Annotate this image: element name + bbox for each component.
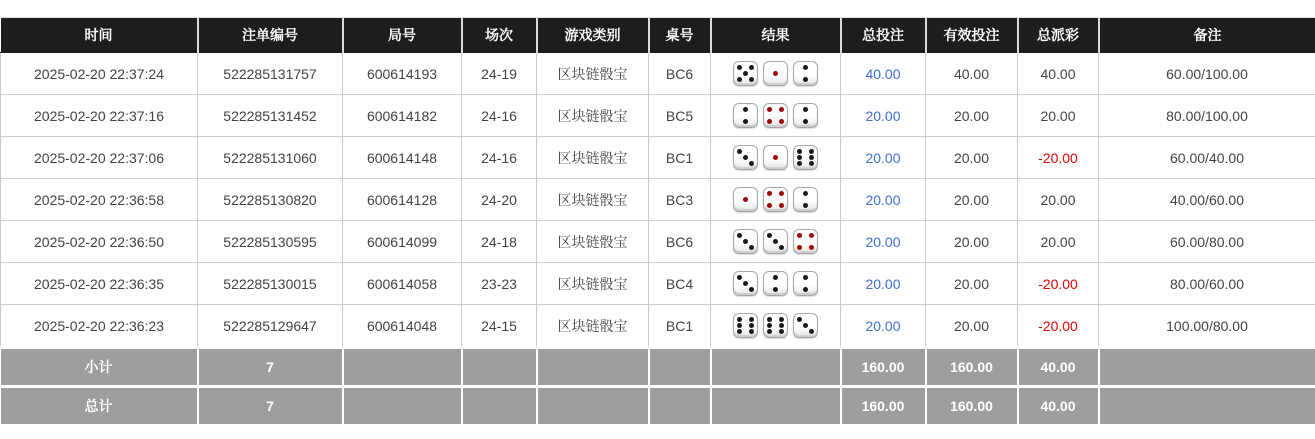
cell-total-payout: 40.00 — [1018, 53, 1099, 95]
die-4-icon — [763, 187, 788, 212]
cell-table-no: BC4 — [649, 263, 711, 305]
die-pip — [779, 329, 784, 334]
subtotal-empty-session — [462, 348, 537, 387]
cell-remark: 40.00/60.00 — [1099, 179, 1315, 221]
die-pip — [743, 119, 748, 124]
die-pip — [773, 71, 778, 76]
cell-time: 2025-02-20 22:36:58 — [1, 179, 198, 221]
subtotal-empty-round — [343, 348, 462, 387]
total-bet-link[interactable]: 20.00 — [865, 275, 901, 292]
cell-round: 600614128 — [343, 179, 462, 221]
cell-result — [711, 137, 841, 179]
die-pip — [737, 317, 742, 322]
col-header-game-type: 游戏类别 — [537, 18, 649, 53]
die-pip — [737, 275, 742, 280]
die-pip — [773, 155, 778, 160]
cell-game-type: 区块链骰宝 — [537, 179, 649, 221]
cell-remark: 80.00/60.00 — [1099, 263, 1315, 305]
die-3-icon — [733, 229, 758, 254]
cell-time: 2025-02-20 22:36:35 — [1, 263, 198, 305]
die-pip — [749, 323, 754, 328]
header-row — [1, 18, 1315, 53]
die-pip — [779, 107, 784, 112]
subtotal-empty-result — [711, 348, 841, 387]
col-header-time: 时间 — [1, 18, 198, 53]
cell-session: 24-18 — [462, 221, 537, 263]
die-pip — [809, 149, 814, 154]
cell-table-no: BC3 — [649, 179, 711, 221]
total-bet-link[interactable]: 20.00 — [865, 149, 901, 166]
col-header-total-bet: 总投注 — [841, 18, 926, 53]
die-pip — [749, 77, 754, 82]
col-header-result: 结果 — [711, 18, 841, 53]
total-empty-game-type — [537, 387, 649, 425]
cell-remark: 60.00/40.00 — [1099, 137, 1315, 179]
cell-round: 600614148 — [343, 137, 462, 179]
subtotal-row — [1, 348, 1315, 387]
die-pip — [803, 65, 808, 70]
cell-table-no: BC5 — [649, 95, 711, 137]
die-pip — [803, 287, 808, 292]
cell-time: 2025-02-20 22:36:50 — [1, 221, 198, 263]
col-header-total-payout: 总派彩 — [1018, 18, 1099, 53]
cell-time: 2025-02-20 22:37:06 — [1, 137, 198, 179]
die-pip — [767, 203, 772, 208]
total-empty-remark — [1099, 387, 1315, 425]
die-pip — [743, 107, 748, 112]
die-3-icon — [733, 271, 758, 296]
die-pip — [803, 191, 808, 196]
die-3-icon — [793, 313, 818, 338]
total-empty-table-no — [649, 387, 711, 425]
die-2-icon — [793, 61, 818, 86]
cell-session: 24-16 — [462, 137, 537, 179]
die-pip — [743, 197, 748, 202]
cell-bet-id: 522285130820 — [198, 179, 343, 221]
subtotal-label: 小计 — [1, 348, 198, 387]
total-bet-link[interactable]: 20.00 — [865, 233, 901, 250]
die-6-icon — [763, 313, 788, 338]
cell-valid-bet: 20.00 — [926, 305, 1018, 348]
cell-bet-id: 522285131452 — [198, 95, 343, 137]
dice-result-icons — [733, 103, 818, 128]
cell-session: 24-20 — [462, 179, 537, 221]
die-pip — [749, 245, 754, 250]
die-3-icon — [763, 229, 788, 254]
table-row — [1, 95, 1315, 137]
cell-total-payout: 20.00 — [1018, 221, 1099, 263]
die-pip — [773, 287, 778, 292]
cell-total-payout: -20.00 — [1018, 137, 1099, 179]
cell-bet-id: 522285130015 — [198, 263, 343, 305]
col-header-valid-bet: 有效投注 — [926, 18, 1018, 53]
total-total-bet: 160.00 — [841, 387, 926, 425]
cell-result — [711, 95, 841, 137]
col-header-round: 局号 — [343, 18, 462, 53]
cell-session: 24-16 — [462, 95, 537, 137]
die-pip — [737, 77, 742, 82]
die-pip — [773, 239, 778, 244]
total-empty-round — [343, 387, 462, 425]
die-2-icon — [793, 187, 818, 212]
cell-round: 600614099 — [343, 221, 462, 263]
die-pip — [803, 119, 808, 124]
die-pip — [779, 191, 784, 196]
cell-table-no: BC6 — [649, 221, 711, 263]
total-bet-link[interactable]: 40.00 — [865, 65, 901, 82]
die-5-icon — [733, 61, 758, 86]
cell-valid-bet: 20.00 — [926, 179, 1018, 221]
die-pip — [809, 329, 814, 334]
die-pip — [803, 107, 808, 112]
cell-game-type: 区块链骰宝 — [537, 263, 649, 305]
die-pip — [797, 161, 802, 166]
table-row — [1, 137, 1315, 179]
cell-result — [711, 263, 841, 305]
die-2-icon — [793, 271, 818, 296]
cell-session: 23-23 — [462, 263, 537, 305]
total-bet-link[interactable]: 20.00 — [865, 107, 901, 124]
subtotal-empty-game-type — [537, 348, 649, 387]
col-header-table-no: 桌号 — [649, 18, 711, 53]
bet-history-table — [0, 17, 1315, 424]
subtotal-valid-bet: 160.00 — [926, 348, 1018, 387]
die-pip — [767, 317, 772, 322]
die-pip — [803, 203, 808, 208]
die-pip — [749, 161, 754, 166]
die-pip — [797, 317, 802, 322]
dice-result-icons — [733, 61, 818, 86]
cell-table-no: BC1 — [649, 137, 711, 179]
cell-result — [711, 179, 841, 221]
subtotal-bet-count: 7 — [198, 348, 343, 387]
cell-game-type: 区块链骰宝 — [537, 95, 649, 137]
die-1-icon — [733, 187, 758, 212]
dice-result-icons — [733, 145, 818, 170]
cell-game-type: 区块链骰宝 — [537, 305, 649, 348]
die-2-icon — [793, 103, 818, 128]
die-pip — [779, 323, 784, 328]
die-2-icon — [733, 103, 758, 128]
cell-total-payout: -20.00 — [1018, 263, 1099, 305]
cell-time: 2025-02-20 22:37:24 — [1, 53, 198, 95]
cell-total-bet — [841, 179, 926, 221]
die-pip — [779, 245, 784, 250]
die-pip — [743, 155, 748, 160]
cell-valid-bet: 20.00 — [926, 263, 1018, 305]
total-bet-link[interactable]: 20.00 — [865, 191, 901, 208]
cell-time: 2025-02-20 22:37:16 — [1, 95, 198, 137]
cell-round: 600614058 — [343, 263, 462, 305]
die-pip — [737, 233, 742, 238]
die-pip — [737, 323, 742, 328]
cell-valid-bet: 20.00 — [926, 137, 1018, 179]
col-header-session: 场次 — [462, 18, 537, 53]
die-pip — [749, 287, 754, 292]
die-pip — [809, 233, 814, 238]
table-row — [1, 53, 1315, 95]
die-pip — [779, 203, 784, 208]
cell-time: 2025-02-20 22:36:23 — [1, 305, 198, 348]
table-row — [1, 179, 1315, 221]
cell-bet-id: 522285130595 — [198, 221, 343, 263]
subtotal-empty-remark — [1099, 348, 1315, 387]
die-pip — [809, 245, 814, 250]
dice-result-icons — [733, 313, 818, 338]
total-bet-count: 7 — [198, 387, 343, 425]
col-header-bet-id: 注单编号 — [198, 18, 343, 53]
cell-round: 600614048 — [343, 305, 462, 348]
cell-valid-bet: 20.00 — [926, 95, 1018, 137]
die-pip — [767, 119, 772, 124]
cell-result — [711, 221, 841, 263]
cell-total-bet — [841, 95, 926, 137]
die-pip — [797, 245, 802, 250]
subtotal-empty-table-no — [649, 348, 711, 387]
die-pip — [803, 323, 808, 328]
cell-total-payout: -20.00 — [1018, 305, 1099, 348]
die-3-icon — [733, 145, 758, 170]
die-pip — [797, 233, 802, 238]
die-pip — [773, 275, 778, 280]
die-pip — [743, 239, 748, 244]
die-pip — [737, 65, 742, 70]
cell-valid-bet: 20.00 — [926, 221, 1018, 263]
cell-bet-id: 522285131757 — [198, 53, 343, 95]
dice-result-icons — [733, 229, 818, 254]
total-row — [1, 387, 1315, 425]
cell-remark: 80.00/100.00 — [1099, 95, 1315, 137]
die-4-icon — [763, 103, 788, 128]
die-4-icon — [793, 229, 818, 254]
total-empty-session — [462, 387, 537, 425]
total-empty-result — [711, 387, 841, 425]
total-bet-link[interactable]: 20.00 — [865, 317, 901, 334]
die-pip — [743, 71, 748, 76]
cell-total-payout: 20.00 — [1018, 95, 1099, 137]
cell-remark: 100.00/80.00 — [1099, 305, 1315, 348]
total-valid-bet: 160.00 — [926, 387, 1018, 425]
die-pip — [803, 77, 808, 82]
die-pip — [767, 107, 772, 112]
cell-bet-id: 522285129647 — [198, 305, 343, 348]
cell-game-type: 区块链骰宝 — [537, 53, 649, 95]
cell-remark: 60.00/100.00 — [1099, 53, 1315, 95]
die-pip — [749, 65, 754, 70]
cell-total-payout: 20.00 — [1018, 179, 1099, 221]
dice-result-icons — [733, 271, 818, 296]
cell-bet-id: 522285131060 — [198, 137, 343, 179]
cell-round: 600614193 — [343, 53, 462, 95]
cell-remark: 60.00/80.00 — [1099, 221, 1315, 263]
cell-valid-bet: 40.00 — [926, 53, 1018, 95]
die-pip — [767, 191, 772, 196]
cell-result — [711, 305, 841, 348]
cell-total-bet — [841, 221, 926, 263]
cell-table-no: BC1 — [649, 305, 711, 348]
die-pip — [797, 149, 802, 154]
cell-total-bet — [841, 137, 926, 179]
table-row — [1, 263, 1315, 305]
die-pip — [737, 329, 742, 334]
subtotal-total-bet: 160.00 — [841, 348, 926, 387]
cell-total-bet — [841, 53, 926, 95]
table-row — [1, 305, 1315, 348]
table-footer — [1, 348, 1315, 425]
table-row — [1, 221, 1315, 263]
cell-table-no: BC6 — [649, 53, 711, 95]
die-pip — [749, 329, 754, 334]
die-1-icon — [763, 145, 788, 170]
die-pip — [779, 119, 784, 124]
die-pip — [797, 155, 802, 160]
die-pip — [743, 281, 748, 286]
cell-game-type: 区块链骰宝 — [537, 137, 649, 179]
cell-round: 600614182 — [343, 95, 462, 137]
die-pip — [809, 155, 814, 160]
die-6-icon — [733, 313, 758, 338]
col-header-remark: 备注 — [1099, 18, 1315, 53]
cell-result — [711, 53, 841, 95]
die-1-icon — [763, 61, 788, 86]
die-2-icon — [763, 271, 788, 296]
die-pip — [767, 323, 772, 328]
die-pip — [767, 329, 772, 334]
subtotal-total-payout: 40.00 — [1018, 348, 1099, 387]
die-6-icon — [793, 145, 818, 170]
total-total-payout: 40.00 — [1018, 387, 1099, 425]
cell-session: 24-15 — [462, 305, 537, 348]
cell-total-bet — [841, 305, 926, 348]
dice-result-icons — [733, 187, 818, 212]
cell-session: 24-19 — [462, 53, 537, 95]
cell-total-bet — [841, 263, 926, 305]
cell-game-type: 区块链骰宝 — [537, 221, 649, 263]
die-pip — [809, 161, 814, 166]
table-body — [1, 53, 1315, 348]
die-pip — [737, 149, 742, 154]
table-header — [1, 18, 1315, 53]
die-pip — [749, 317, 754, 322]
die-pip — [779, 317, 784, 322]
total-label: 总计 — [1, 387, 198, 425]
die-pip — [767, 233, 772, 238]
die-pip — [803, 275, 808, 280]
